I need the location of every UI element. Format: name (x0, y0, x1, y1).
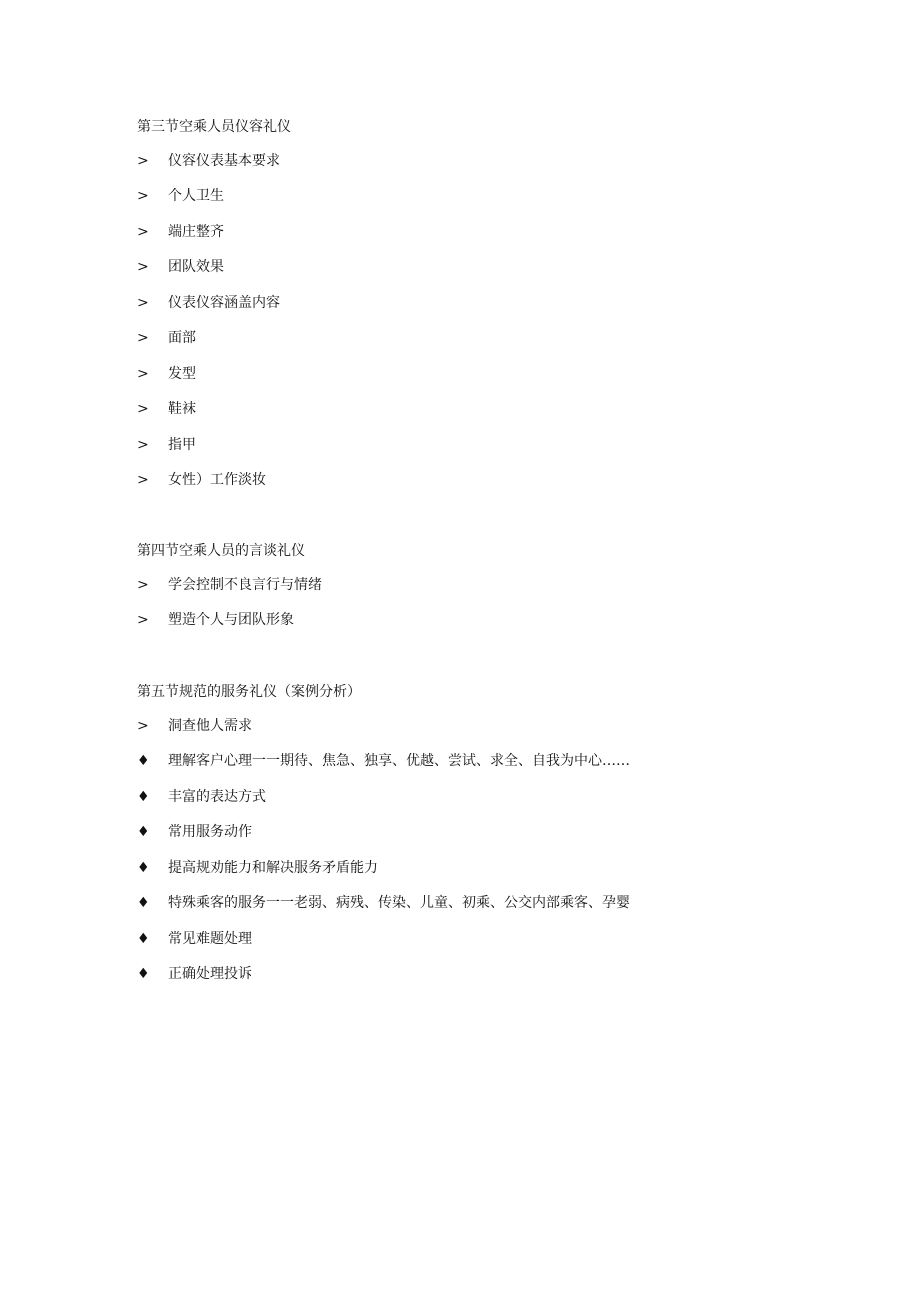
section-speech-etiquette (137, 541, 837, 638)
list-item-text: 特殊乘客的服务一一老弱、病残、传染、儿童、初乘、公交内部乘客、孕婴 (168, 895, 630, 912)
list-item-text: 端庄整齐 (168, 223, 224, 240)
list-item-text: 团队效果 (168, 259, 224, 276)
arrow-bullet-icon: > (137, 330, 149, 347)
arrow-bullet-icon: > (137, 223, 149, 240)
diamond-bullet-icon: ♦ (137, 824, 150, 841)
diamond-bullet-icon: ♦ (137, 859, 150, 876)
section-heading: 第五节规范的服务礼仪（案例分析） (137, 684, 361, 700)
list-item-text: 仪表仪容涵盖内容 (168, 294, 280, 311)
arrow-bullet-icon: > (137, 259, 149, 276)
list-item (137, 321, 837, 357)
arrow-bullet-icon: > (137, 294, 149, 311)
list-item (137, 779, 837, 815)
arrow-bullet-icon: > (137, 365, 149, 382)
list-item (137, 250, 837, 286)
bullet-list (137, 708, 837, 992)
list-item (137, 744, 837, 780)
diamond-bullet-icon: ♦ (137, 966, 150, 983)
list-item-text: 仪容仪表基本要求 (168, 152, 280, 169)
list-item (137, 886, 837, 922)
list-item-text: 鞋袜 (168, 401, 196, 418)
list-item (137, 392, 837, 428)
arrow-bullet-icon: > (137, 436, 149, 453)
list-item (137, 143, 837, 179)
diamond-bullet-icon: ♦ (137, 895, 150, 912)
list-item (137, 179, 837, 215)
section-appearance-etiquette (137, 117, 837, 498)
arrow-bullet-icon: > (137, 401, 149, 418)
list-item (137, 285, 837, 321)
list-item (137, 850, 837, 886)
list-item (137, 356, 837, 392)
arrow-bullet-icon: > (137, 717, 149, 734)
list-item (137, 567, 837, 603)
arrow-bullet-icon: > (137, 612, 149, 629)
list-item-text: 学会控制不良言行与情绪 (168, 576, 322, 593)
list-item-text: 面部 (168, 330, 196, 347)
diamond-bullet-icon: ♦ (137, 753, 150, 770)
list-item-text: 个人卫生 (168, 188, 224, 205)
list-item (137, 921, 837, 957)
section-service-etiquette (137, 682, 837, 992)
list-item (137, 463, 837, 499)
list-item-text: 正确处理投诉 (168, 966, 252, 983)
arrow-bullet-icon: > (137, 472, 149, 489)
list-item-text: 理解客户心理一一期待、焦急、独享、优越、尝试、求全、自我为中心…… (168, 753, 630, 770)
arrow-bullet-icon: > (137, 188, 149, 205)
list-item-text: 丰富的表达方式 (168, 788, 266, 805)
list-item (137, 708, 837, 744)
diamond-bullet-icon: ♦ (137, 788, 150, 805)
list-item-text: 洞查他人需求 (168, 717, 252, 734)
list-item-text: 指甲 (168, 436, 196, 453)
arrow-bullet-icon: > (137, 152, 149, 169)
list-item-text: 发型 (168, 365, 196, 382)
bullet-list (137, 143, 837, 498)
list-item (137, 427, 837, 463)
arrow-bullet-icon: > (137, 576, 149, 593)
bullet-list (137, 567, 837, 638)
list-item-text: 塑造个人与团队形象 (168, 612, 294, 629)
list-item (137, 815, 837, 851)
list-item-text: 女性）工作淡妆 (168, 472, 266, 489)
list-item (137, 957, 837, 993)
list-item (137, 214, 837, 250)
list-item-text: 常用服务动作 (168, 824, 252, 841)
list-item-text: 常见难题处理 (168, 930, 252, 947)
list-item-text: 提高规劝能力和解决服务矛盾能力 (168, 859, 378, 876)
list-item (137, 603, 837, 639)
section-heading: 第三节空乘人员仪容礼仪 (137, 119, 291, 135)
diamond-bullet-icon: ♦ (137, 930, 150, 947)
section-heading: 第四节空乘人员的言谈礼仪 (137, 543, 305, 559)
